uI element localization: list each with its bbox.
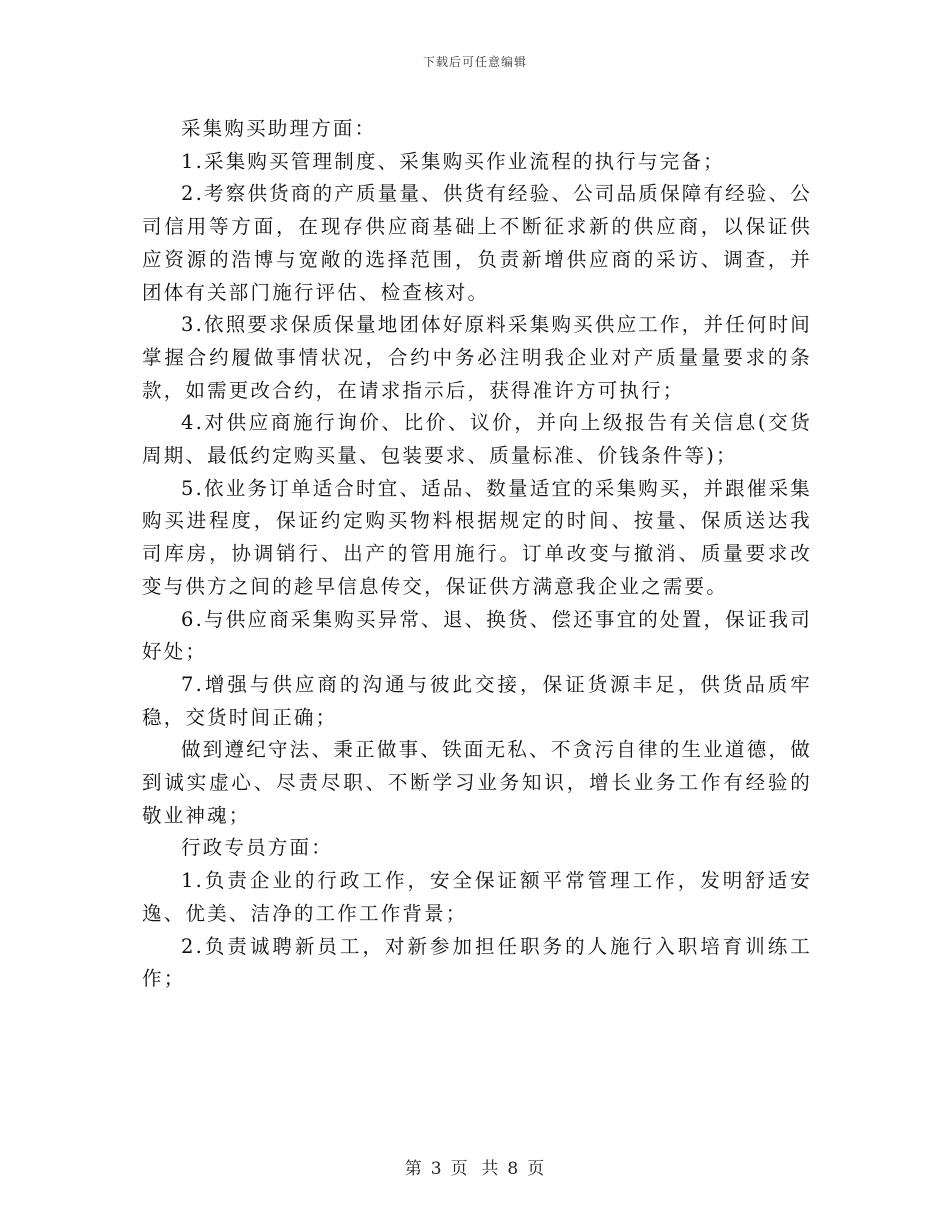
page-number [0,1154,950,1179]
paragraph: 2.负责诚聘新员工，对新参加担任职务的人施行入职培育训练工作； [142,934,812,991]
current-page: 3 [430,1159,443,1179]
paragraph: 1.采集购买管理制度、采集购买作业流程的执行与完备； [181,149,725,173]
paragraph: 7.增强与供应商的沟通与彼此交接，保证货源丰足，供货品质牢稳，交货时间正确； [142,672,812,729]
total-pages: 8 [507,1159,520,1179]
paragraph: 5.依业务订单适合时宜、适品、数量适宜的采集购买，并跟催采集购买进程度，保证约定购买物料根据规定的时间、按量、保质送达我司库房，协调销行、出产的管用施行。订单改变与撤消、质量要求改变与供方之间的趁早信息传交，保证供方满意我企业之需要。 [142,476,812,598]
section-heading-procurement: 采集购买助理方面： [181,117,377,140]
paragraph: 6.与供应商采集购买异常、退、换货、偿还事宜的处置，保证我司好处； [142,607,812,664]
section-heading-admin: 行政专员方面： [181,836,333,860]
page-header-note: 下载后可任意编辑 [422,55,527,69]
paragraph: 3.依照要求保质保量地团体好原料采集购买供应工作，并任何时间掌握合约履做事情状况，合约中务必注明我企业对产质量量要求的条款，如需更改合约，在请求指示后，获得准许方可执行； [142,313,812,402]
paragraph: 4.对供应商施行询价、比价、议价，并向上级报告有关信息(交货周期、最低约定购买量、包装要求、质量标准、价钱条件等)； [142,411,812,468]
page-number-middle: 页 共 [450,1159,500,1179]
document-body [142,113,812,996]
paragraph: 1.负责企业的行政工作，安全保证额平常管理工作，发明舒适安逸、优美、洁净的工作工作背景； [142,869,812,925]
page-number-prefix: 第 [404,1159,423,1179]
paragraph: 2.考察供货商的产质量量、供货有经验、公司品质保障有经验、公司信用等方面，在现存供应商基础上不断征求新的供应商，以保证供应资源的浩博与宽敞的选择范围，负责新增供应商的采访、调查，并团体有关部门施行评估、检查核对。 [142,182,812,304]
page-number-suffix: 页 [527,1159,546,1179]
paragraph: 做到遵纪守法、秉正做事、铁面无私、不贪污自律的生业道德，做到诚实虚心、尽责尽职、不断学习业务知识，增长业务工作有经验的敬业神魂； [142,738,812,827]
